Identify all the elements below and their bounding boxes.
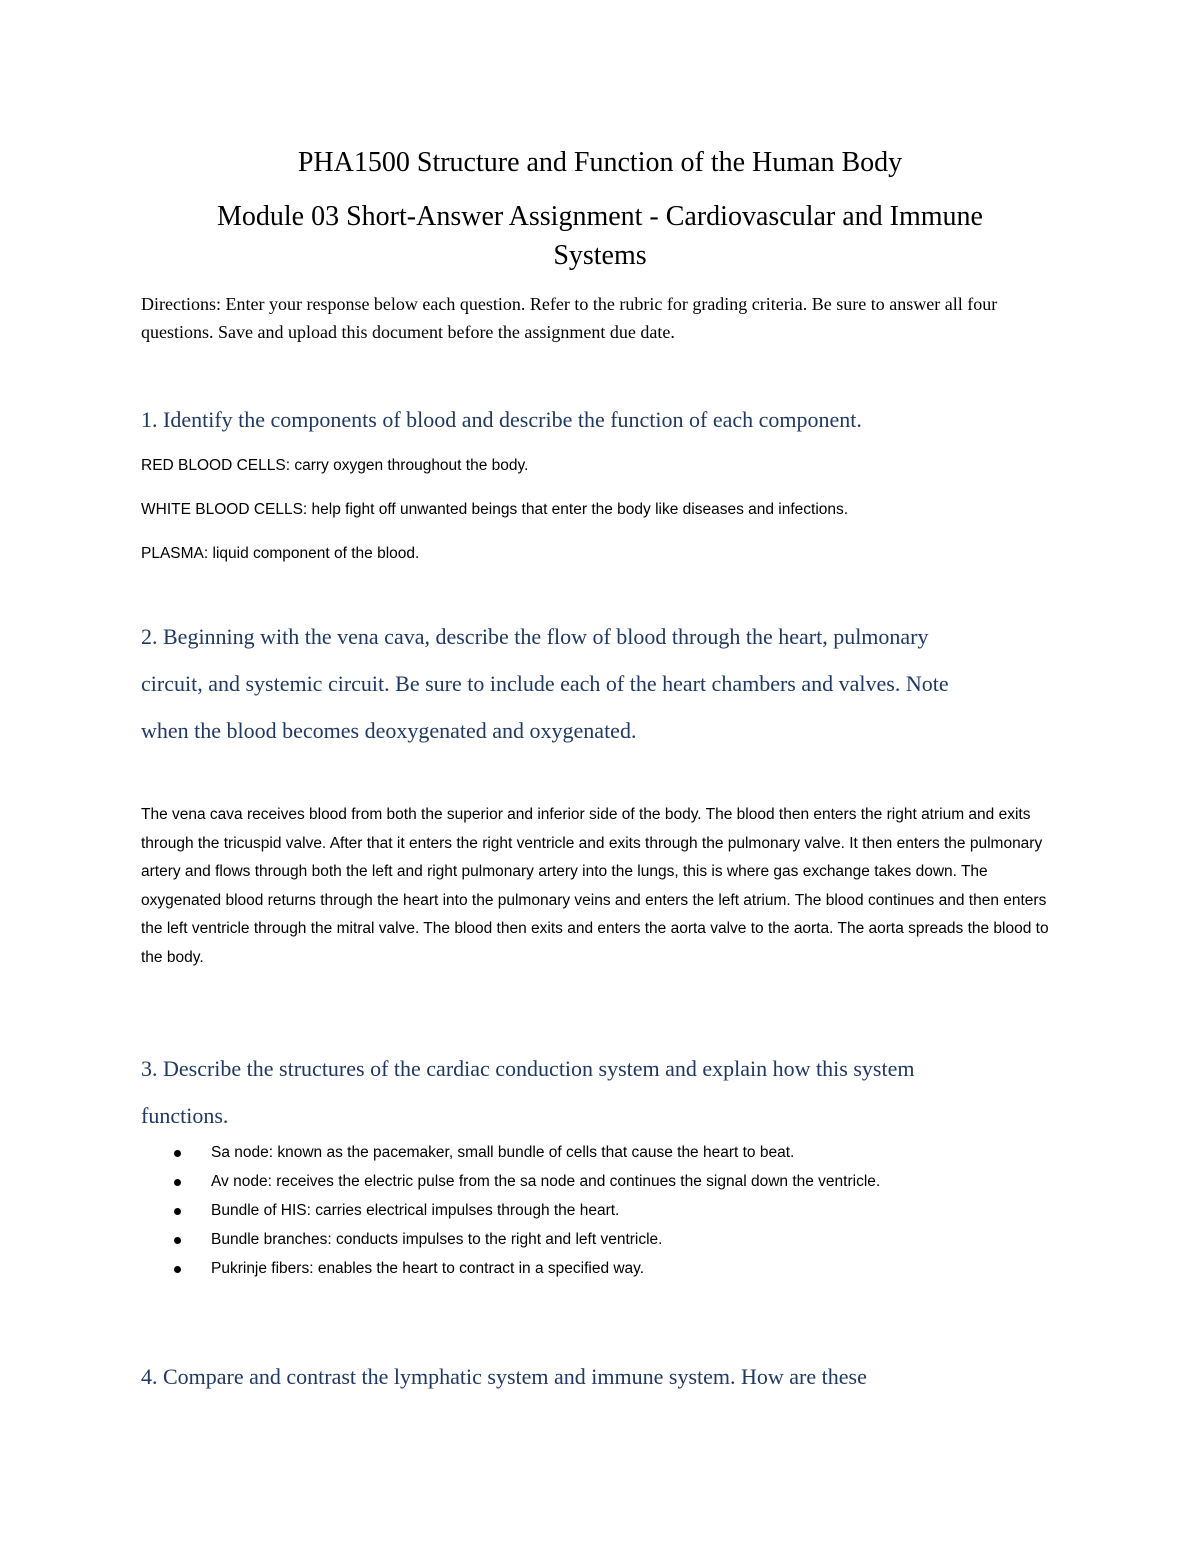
answer-plasma: PLASMA: liquid component of the blood. [141, 545, 420, 562]
list-item [141, 1167, 1071, 1196]
question-4: 4. Compare and contrast the lymphatic system and immune system. How are these [141, 1364, 867, 1389]
assignment-title-line1: Module 03 Short-Answer Assignment - Cardiovascular and Immune [217, 201, 983, 232]
list-item-text: Av node: receives the electric pulse from the sa node and continues the signal down the ventricle. [211, 1173, 881, 1190]
list-item [141, 1225, 1071, 1254]
bullet-icon [174, 1266, 181, 1273]
bullet-icon [174, 1179, 181, 1186]
document-title: PHA1500 Structure and Function of the Human Body [297, 147, 903, 178]
directions-text: Directions: Enter your response below each question. Refer to the rubric for grading criteria. Be sure to answer all four questions. Save and upload this document before the assignment due date. [141, 294, 998, 342]
question-1: 1. Identify the components of blood and describe the function of each component. [141, 407, 862, 432]
answer-white-blood-cells: WHITE BLOOD CELLS: help fight off unwanted beings that enter the body like diseases and infections. [141, 501, 849, 518]
list-item-text: Pukrinje fibers: enables the heart to contract in a specified way. [211, 1260, 645, 1277]
list-item-text: Bundle of HIS: carries electrical impulses through the heart. [211, 1202, 620, 1219]
list-item [141, 1196, 1071, 1225]
list-item [141, 1254, 1071, 1283]
list-item-text: Sa node: known as the pacemaker, small bundle of cells that cause the heart to beat. [211, 1144, 795, 1161]
bullet-icon [174, 1150, 181, 1157]
question-3: 3. Describe the structures of the cardiac conduction system and explain how this system functions. [141, 1056, 915, 1128]
bullet-icon [174, 1208, 181, 1215]
bullet-icon [174, 1237, 181, 1244]
answer-2-paragraph: The vena cava receives blood from both the superior and inferior side of the body. The blood then enters the right atrium and exits through the tricuspid valve. After that it enters the right ventricle and exits through the pulmonary valve. It then enters the pulmonary artery and flows through both the left and right pulmonary artery into the lungs, this is where gas exchange takes down. The oxygenated blood returns through the heart into the pulmonary veins and enters the left atrium. The blood continues and then enters the left ventricle through the mitral valve. The blood then exits and enters the aorta valve to the aorta. The aorta spreads the blood to the body. [141, 806, 1049, 966]
question-2: 2. Beginning with the vena cava, describe the flow of blood through the heart, pulmonary circuit, and systemic circuit. Be sure to include each of the heart chambers and valves. Note when the blood becomes deoxygenated and oxygenated. [141, 624, 949, 743]
list-item [141, 1138, 1071, 1167]
conduction-system-list [141, 1138, 1071, 1283]
assignment-title-line2: Systems [553, 240, 647, 271]
answer-red-blood-cells: RED BLOOD CELLS: carry oxygen throughout the body. [141, 457, 529, 474]
list-item-text: Bundle branches: conducts impulses to the right and left ventricle. [211, 1231, 663, 1248]
